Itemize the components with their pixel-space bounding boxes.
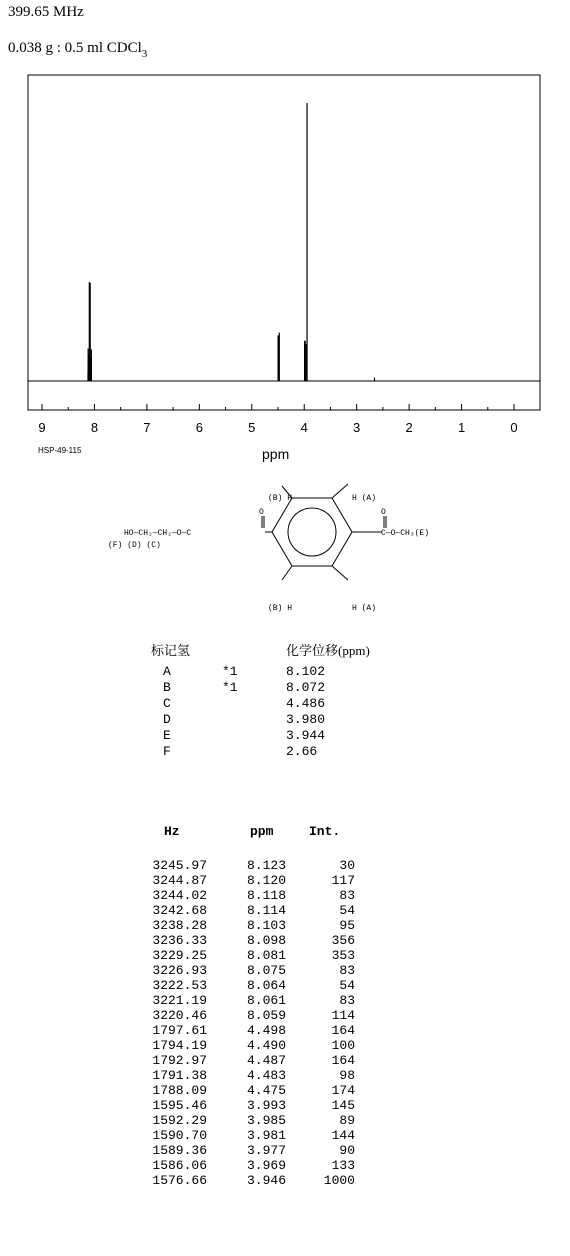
peak-row <box>0 1023 570 1038</box>
label-o-right: O <box>381 508 386 517</box>
assignment-label: C <box>163 696 171 711</box>
label-bh-top: (B) H <box>268 494 293 503</box>
peak-row <box>0 1053 570 1068</box>
peak-int: 353 <box>331 948 355 963</box>
x-tick-label: 2 <box>405 420 413 435</box>
peak-hz: 1794.19 <box>152 1038 207 1053</box>
peak-ppm: 8.123 <box>246 858 286 873</box>
peak-row <box>0 1008 570 1023</box>
assignment-row <box>0 712 570 728</box>
molecule-structure <box>0 480 570 630</box>
x-tick-label: 5 <box>248 420 256 435</box>
x-tick-label: 8 <box>90 420 99 435</box>
peak-hz: 3236.33 <box>152 933 207 948</box>
label-sub-groups: (F) (D) (C) <box>108 541 161 550</box>
peak-int: 100 <box>331 1038 355 1053</box>
peak-int: 83 <box>339 963 355 978</box>
peak-int: 83 <box>339 888 355 903</box>
nmr-spectrum-chart <box>0 0 570 445</box>
sample-concentration-subscript: 3 <box>141 48 148 60</box>
assignment-header-shift: 化学位移(ppm) <box>286 643 370 658</box>
peak-int: 114 <box>331 1008 355 1023</box>
assignment-shift: 3.980 <box>286 712 326 727</box>
peak-int: 164 <box>331 1023 355 1038</box>
peak-hz: 3244.87 <box>152 873 207 888</box>
x-tick-label: 6 <box>195 420 203 435</box>
peak-row <box>0 903 570 918</box>
peak-row <box>0 873 570 888</box>
peak-int: 133 <box>331 1158 355 1173</box>
label-ha-top: H (A) <box>352 494 377 503</box>
assignment-label: E <box>163 728 171 743</box>
peak-hz: 3242.68 <box>152 903 207 918</box>
x-tick-label: 9 <box>38 420 46 435</box>
assignment-note: *1 <box>222 664 238 679</box>
plot-frame <box>28 75 540 410</box>
peak-ppm: 4.490 <box>246 1038 286 1053</box>
sample-concentration-text: 0.038 g : 0.5 ml CDCl <box>8 40 142 56</box>
peak-hz: 1788.09 <box>152 1083 207 1098</box>
assignment-label: A <box>163 664 171 679</box>
peak-int: 95 <box>339 918 355 933</box>
assignment-shift: 8.072 <box>286 680 326 695</box>
peak-row <box>0 1143 570 1158</box>
peak-row <box>0 1173 570 1188</box>
peak-ppm: 4.475 <box>246 1083 286 1098</box>
peak-hz: 1792.97 <box>152 1053 207 1068</box>
peak-row <box>0 993 570 1008</box>
spectrometer-frequency: 399.65 MHz <box>8 4 84 20</box>
peak-row <box>0 948 570 963</box>
assignment-shift: 3.944 <box>286 728 326 743</box>
peak-int: 98 <box>339 1068 355 1083</box>
peak-row <box>0 1128 570 1143</box>
peak-ppm: 8.061 <box>246 993 286 1008</box>
peak-int: 117 <box>331 873 355 888</box>
peak-ppm: 8.081 <box>246 948 286 963</box>
peak-row <box>0 1083 570 1098</box>
peak-ppm: 3.946 <box>246 1173 286 1188</box>
x-axis-label: ppm <box>262 446 290 462</box>
peak-hz: 3222.53 <box>152 978 207 993</box>
spectrum-code: HSP-49-115 <box>38 446 82 455</box>
peak-ppm: 3.969 <box>246 1158 286 1173</box>
peak-ppm: 8.103 <box>246 918 286 933</box>
assignment-shift: 4.486 <box>286 696 326 711</box>
peak-hz: 3244.02 <box>152 888 207 903</box>
peak-row <box>0 858 570 873</box>
peak-hz: 1595.46 <box>152 1098 207 1113</box>
peak-ppm: 4.483 <box>246 1068 286 1083</box>
assignment-label: B <box>163 680 171 695</box>
peak-int: 89 <box>339 1113 355 1128</box>
peak-int: 144 <box>331 1128 355 1143</box>
peak-table-header <box>0 824 570 839</box>
assignment-header <box>0 640 570 656</box>
peak-hz: 1576.66 <box>152 1173 207 1188</box>
peak-int: 90 <box>339 1143 355 1158</box>
peak-ppm: 4.487 <box>246 1053 286 1068</box>
x-tick-label: 7 <box>143 420 151 435</box>
peak-ppm: 8.059 <box>246 1008 286 1023</box>
peak-hz: 1590.70 <box>152 1128 207 1143</box>
peak-hz: 1592.29 <box>152 1113 207 1128</box>
peak-row <box>0 1113 570 1128</box>
peak-hz: 1791.38 <box>152 1068 207 1083</box>
col-hz: Hz <box>164 824 180 839</box>
peak-row <box>0 1038 570 1053</box>
col-ppm: ppm <box>250 824 274 839</box>
peak-row <box>0 1098 570 1113</box>
peak-ppm: 4.498 <box>246 1023 286 1038</box>
peak-ppm: 8.120 <box>246 873 286 888</box>
peak-int: 30 <box>339 858 355 873</box>
peak-ppm: 3.977 <box>246 1143 286 1158</box>
assignment-label: F <box>163 744 171 759</box>
peak-row <box>0 978 570 993</box>
peak-int: 54 <box>339 903 355 918</box>
peak-int: 54 <box>339 978 355 993</box>
label-chain-right: C—O—CH₃(E) <box>381 529 430 538</box>
peak-int: 164 <box>331 1053 355 1068</box>
peak-ppm: 8.098 <box>246 933 286 948</box>
aromatic-circle <box>288 508 336 556</box>
peak-row <box>0 888 570 903</box>
assignment-header-label: 标记氢 <box>151 643 191 658</box>
peak-ppm: 8.118 <box>246 888 286 903</box>
peak-row <box>0 918 570 933</box>
peak-hz: 3221.19 <box>152 993 207 1008</box>
x-tick-label: 3 <box>353 420 361 435</box>
peak-ppm: 3.985 <box>246 1113 286 1128</box>
label-chain-left: HO—CH₂—CH₂—O—C <box>124 529 192 538</box>
x-tick-label: 1 <box>457 420 466 435</box>
peak-hz: 3238.28 <box>152 918 207 933</box>
assignment-row <box>0 744 570 760</box>
peak-int: 145 <box>331 1098 355 1113</box>
x-tick-label: 0 <box>510 420 518 435</box>
peak-row <box>0 1158 570 1173</box>
peak-hz: 3220.46 <box>152 1008 207 1023</box>
peak-hz: 1589.36 <box>152 1143 207 1158</box>
peak-hz: 1797.61 <box>152 1023 207 1038</box>
label-ha-bottom: H (A) <box>352 604 377 613</box>
peak-ppm: 3.993 <box>246 1098 286 1113</box>
assignment-row <box>0 680 570 696</box>
peak-hz: 3245.97 <box>152 858 207 873</box>
peak-hz: 3226.93 <box>152 963 207 978</box>
peak-hz: 3229.25 <box>152 948 207 963</box>
assignment-row <box>0 664 570 680</box>
peak-int: 356 <box>331 933 355 948</box>
assignment-row <box>0 728 570 744</box>
label-bh-bottom: (B) H <box>268 604 293 613</box>
assignment-shift: 8.102 <box>286 664 326 679</box>
assignment-row <box>0 696 570 712</box>
assignment-note: *1 <box>222 680 238 695</box>
peak-ppm: 3.981 <box>246 1128 286 1143</box>
label-o-left: O <box>259 508 264 517</box>
peak-ppm: 8.114 <box>246 903 286 918</box>
peak-ppm: 8.075 <box>246 963 286 978</box>
assignment-shift: 2.66 <box>286 744 318 759</box>
peak-hz: 1586.06 <box>152 1158 207 1173</box>
col-int: Int. <box>309 824 341 839</box>
peak-ppm: 8.064 <box>246 978 286 993</box>
peak-row <box>0 1068 570 1083</box>
peak-int: 83 <box>339 993 355 1008</box>
peak-int: 1000 <box>323 1173 355 1188</box>
peak-row <box>0 933 570 948</box>
x-tick-label: 4 <box>300 420 308 435</box>
assignment-label: D <box>163 712 171 727</box>
peak-int: 174 <box>331 1083 355 1098</box>
peak-row <box>0 963 570 978</box>
